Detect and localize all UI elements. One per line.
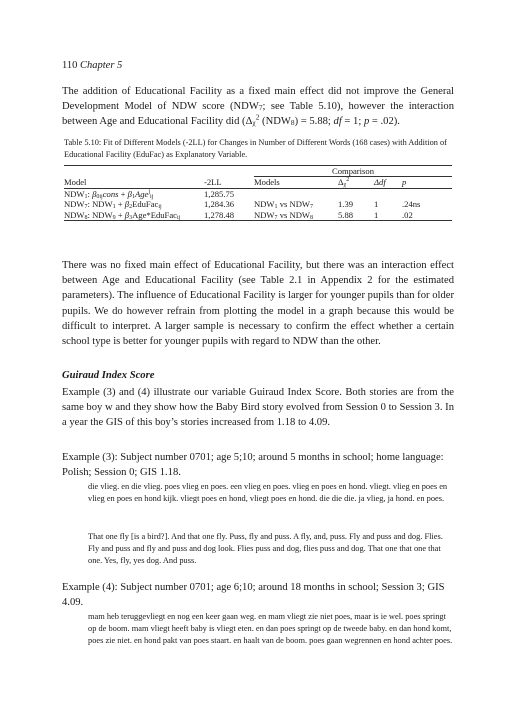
example-4-heading: Example (4): Subject number 0701; age 6;10; around 18 months in school; Session 3; GIS 4.09. bbox=[62, 582, 445, 608]
paragraph-guiraud: Example (3) and (4) illustrate our variable Guiraud Index Score. Both stories are from the same boy w and they show how the Baby Bird story evolved from Session 0 to Session 3. In a year the GIS of this boy’s stories increased from 1.18 to 4.09. bbox=[62, 387, 454, 429]
table-row bbox=[64, 210, 452, 221]
ddf-cell: 1 bbox=[374, 199, 379, 210]
col-header: Models bbox=[254, 177, 280, 188]
col-header: p bbox=[402, 177, 407, 188]
dchi-cell: 5.88 bbox=[338, 209, 354, 220]
table-row bbox=[64, 166, 452, 177]
p-cell: .02 bbox=[402, 209, 413, 220]
p-cell: .24ns bbox=[402, 199, 421, 210]
ll-cell: 1,284.36 bbox=[204, 199, 235, 210]
table-row bbox=[64, 199, 452, 209]
ddf-cell: 1 bbox=[374, 209, 379, 220]
example-3-dutch: die vlieg. en die vlieg. poes vlieg en poes. een vlieg en poes. vlieg en poes en hond. vliegt. vlieg en poes en vlieg en poes en hond kijk. vliegt poes en hond, vliegt poes en hond. die die die. ja vlieg, ja hond. en poes. bbox=[88, 482, 448, 504]
models-cell: $NDW_7$ vs $NDW_8$ bbox=[254, 209, 314, 221]
col-header: Model bbox=[64, 177, 87, 188]
table-header-row bbox=[64, 177, 452, 188]
col-header: $\Delta_\chi^2$ bbox=[338, 177, 350, 189]
running-header bbox=[62, 60, 122, 71]
table-row bbox=[64, 188, 452, 199]
models-cell: $NDW_1$ vs $NDW_7$ bbox=[254, 199, 314, 211]
paragraph-intro: The addition of Educational Facility as a fixed main effect did not improve the General Development Model of NDW score ($NDW_7$; see Table 5.10), however the interaction between Age and Educational Facility did ($\Delta_\chi^2$ $(NDW_8) = 5.88$; df = 1; p = .02). bbox=[62, 86, 454, 128]
example-3-heading: Example (3): Subject number 0701; age 5;10; around 5 months in school; home language: Polish; Session 0; GIS 1.18. bbox=[62, 452, 444, 478]
example-4-dutch: mam heb teruggevliegt en nog een keer gaan weg. en mam vliegt zie niet poes, maar is ie wel. poes springt op de boom. mam vliegt heeft baby is vliegt eten. en dan poes springt op de tweede baby. en dan hond komt, poes zie niet. en hond pakt van poes staart. en haalt van de boom. poes gaan wegrennen en hond achter poes. bbox=[88, 612, 453, 646]
model-fit-table bbox=[64, 165, 452, 221]
ll-cell: 1,285.75 bbox=[204, 188, 235, 199]
col-header: -2LL bbox=[204, 177, 222, 188]
ll-cell: 1,278.48 bbox=[204, 209, 235, 220]
model-cell: $NDW_1$: $\beta_{0ij}cons + \beta_1Age^j_{ij}$ bbox=[64, 188, 154, 200]
page-number: 110 bbox=[62, 60, 78, 71]
dchi-cell: 1.39 bbox=[338, 199, 354, 210]
paragraph-interaction: There was no fixed main effect of Educational Facility, but there was an interaction effect between Age and Educational Facility (see Table 2.1 in Appendix 2 for the estimated parameters). The influence of Educational Facility is larger for younger pupils than for older pupils. We do however refrain from plotting the model in a graph because this would be difficult to interpret. A larger sample is necessary to confirm the effect whether a certain school type is better for younger pupils with regard to NDW than the other. bbox=[62, 260, 454, 348]
col-header: Δdf bbox=[374, 177, 386, 188]
section-title: Guiraud Index Score bbox=[62, 370, 155, 381]
comparison-header: Comparison bbox=[254, 166, 452, 177]
table-caption: Table 5.10: Fit of Different Models (-2LL) for Changes in Number of Different Words (168 cases) with Addition of Educational Facility (EduFac) as Explanatory Variable. bbox=[64, 138, 447, 159]
chapter-label: Chapter 5 bbox=[80, 60, 123, 71]
example-3-english: That one fly [is a bird?]. And that one fly. Puss, fly and puss. A fly, and, puss. Fly and puss and dog. Flies. Fly and puss and fly and puss and dog look. Flies puss and dog, flies puss and dog. That one that one that one. Yes, fly, yes dog. And puss. bbox=[88, 532, 443, 566]
model-cell: $NDW_7$: $NDW_1$ + $\beta_2EduFac_{ij}$ bbox=[64, 199, 162, 211]
model-cell: $NDW_8$: $NDW_9$ + $\beta_3Age*EduFac_{ij}$ bbox=[64, 209, 181, 221]
